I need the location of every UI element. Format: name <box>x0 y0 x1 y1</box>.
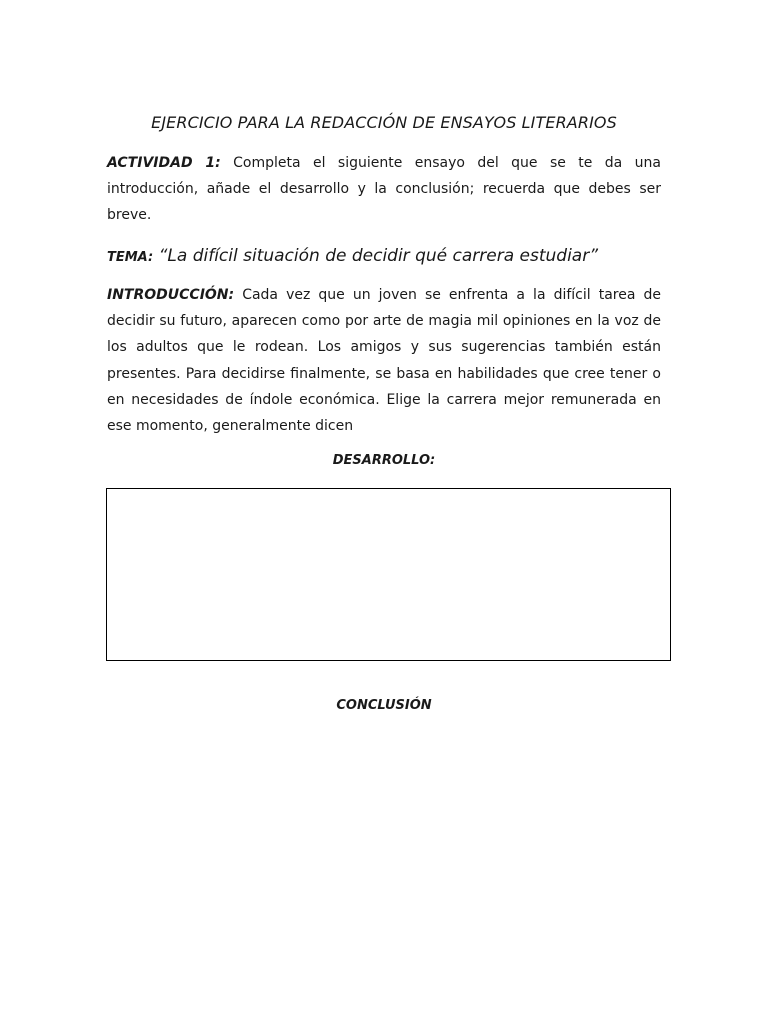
conclusion-heading: CONCLUSIÓN <box>336 698 432 713</box>
introduccion-text: Cada vez que un joven se enfrenta a la difícil tarea de decidir su futuro, aparecen como por arte de magia mil opiniones en la voz de los adultos que le rodean. Los amigos y sus sugerencias también están presentes. Para decidirse finalmente, se basa en habilidades que cree tener o en necesidades de índole económica. Elige la carrera mejor remunerada en ese momento, generalmente dicen <box>107 287 661 435</box>
desarrollo-heading: DESARROLLO: <box>332 453 436 468</box>
tema-line <box>107 243 661 271</box>
activity-label: ACTIVIDAD 1: <box>107 155 221 171</box>
document-title: EJERCICIO PARA LA REDACCIÓN DE ENSAYOS LITERARIOS <box>151 113 617 132</box>
introduccion-paragraph <box>107 282 661 439</box>
desarrollo-answer-box[interactable] <box>106 488 671 661</box>
introduccion-label: INTRODUCCIÓN: <box>107 287 235 303</box>
tema-label: TEMA: <box>107 250 154 265</box>
activity-paragraph <box>107 150 661 229</box>
tema-text: “La difícil situación de decidir qué carrera estudiar” <box>158 246 599 266</box>
activity-text: Completa el siguiente ensayo del que se te da una introducción, añade el desarrollo y la conclusión; recuerda que debes ser breve. <box>107 155 661 224</box>
